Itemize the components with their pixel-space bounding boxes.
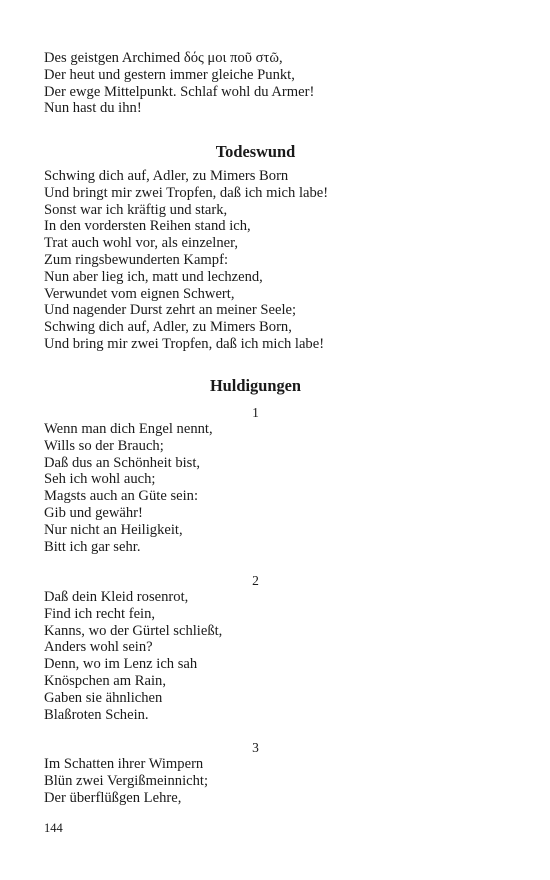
verse-line: Zum ringsbewunderten Kampf:	[44, 251, 228, 268]
verse-line: Anders wohl sein?	[44, 639, 153, 656]
verse-line: Wills so der Brauch;	[44, 437, 164, 454]
verse-line: Gaben sie ähnlichen	[44, 689, 163, 706]
poem-todeswund	[44, 168, 514, 353]
verse-line: Bitt ich gar sehr.	[44, 538, 141, 555]
page-number: 144	[44, 821, 63, 835]
verse-line: Und bringt mir zwei Tropfen, daß ich mich labe!	[44, 184, 329, 201]
verse-line: Nun hast du ihn!	[44, 100, 142, 117]
section-number: 2	[252, 573, 259, 588]
section-number: 3	[252, 740, 259, 755]
verse-line: Nur nicht an Heiligkeit,	[44, 521, 183, 538]
verse-line: Daß dus an Schönheit bist,	[44, 454, 201, 471]
verse-line: Magsts auch an Güte sein:	[44, 488, 199, 505]
verse-line: Der überflüßgen Lehre,	[44, 789, 182, 806]
verse-line: In den vordersten Reihen stand ich,	[44, 218, 251, 235]
verse-line: Nun aber lieg ich, matt und lechzend,	[44, 268, 263, 285]
poem-title-todeswund: Todeswund	[215, 142, 296, 161]
verse-line: Schwing dich auf, Adler, zu Mimers Born,	[44, 319, 292, 336]
verse-line: Blaßroten Schein.	[44, 706, 149, 723]
poem-huldigung-3	[44, 756, 514, 806]
verse-line: Und bring mir zwei Tropfen, daß ich mich labe!	[44, 335, 325, 352]
verse-line: Und nagender Durst zehrt an meiner Seele;	[44, 302, 297, 319]
intro-stanza	[44, 50, 514, 117]
verse-line: Im Schatten ihrer Wimpern	[44, 756, 204, 772]
verse-line: Der heut und gestern immer gleiche Punkt,	[44, 66, 295, 83]
poem-title-huldigungen: Huldigungen	[209, 376, 302, 395]
verse-line: Trat auch wohl vor, als einzelner,	[44, 235, 239, 252]
verse-line: Gib und gewähr!	[44, 504, 143, 521]
section-number: 1	[252, 405, 259, 420]
verse-line: Daß dein Kleid rosenrot,	[44, 589, 189, 605]
verse-line: Wenn man dich Engel nennt,	[44, 421, 213, 437]
verse-line: Sonst war ich kräftig und stark,	[44, 201, 228, 218]
verse-line: Der ewge Mittelpunkt. Schlaf wohl du Armer!	[44, 83, 315, 100]
verse-line: Knöspchen am Rain,	[44, 672, 166, 689]
verse-line: Denn, wo im Lenz ich sah	[44, 656, 198, 673]
poem-huldigung-1	[44, 421, 514, 555]
verse-line: Des geistgen Archimed δός μοι ποῦ στῶ,	[44, 50, 283, 66]
verse-line: Seh ich wohl auch;	[44, 471, 156, 488]
verse-line: Blün zwei Vergißmeinnicht;	[44, 772, 209, 789]
verse-line: Find ich recht fein,	[44, 605, 156, 622]
verse-line: Kanns, wo der Gürtel schließt,	[44, 622, 223, 639]
verse-line: Schwing dich auf, Adler, zu Mimers Born	[44, 168, 289, 184]
poem-huldigung-2	[44, 589, 514, 723]
verse-line: Verwundet vom eignen Schwert,	[44, 285, 235, 302]
